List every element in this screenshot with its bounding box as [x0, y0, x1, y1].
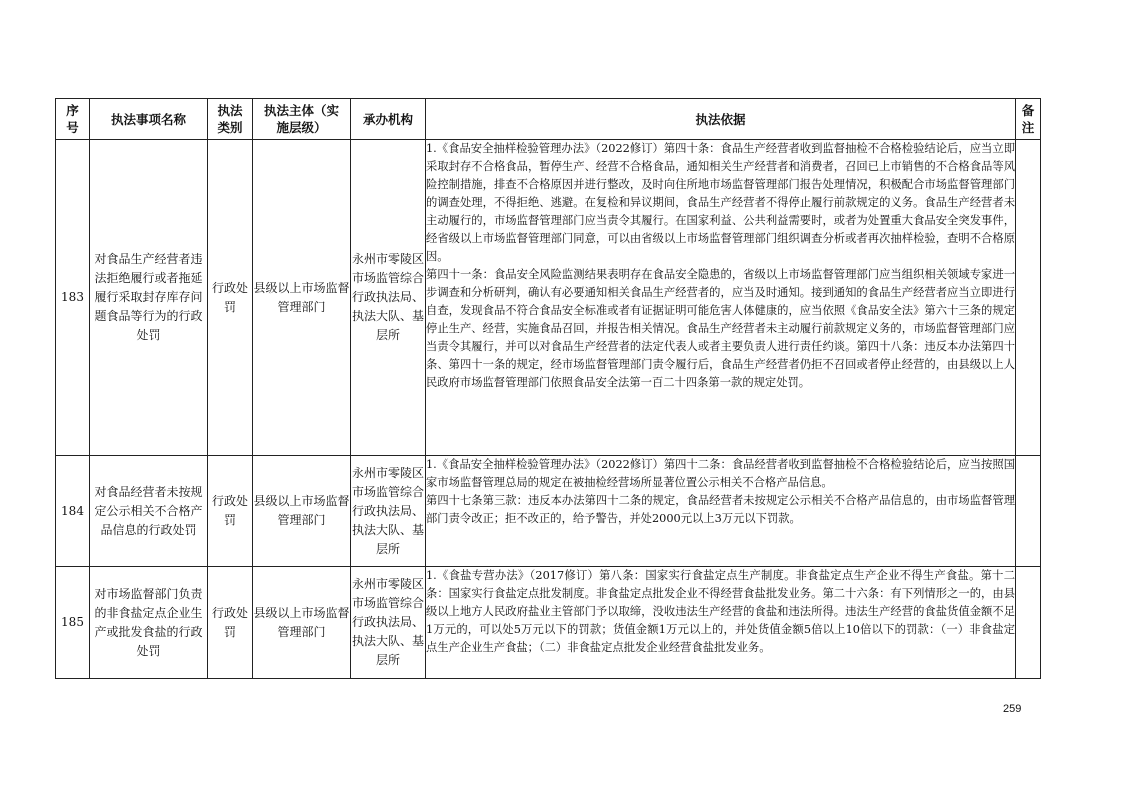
row-seq: 184 [56, 456, 90, 567]
header-remarks: 备注 [1016, 99, 1041, 140]
row-remarks [1016, 567, 1041, 679]
page-number: 259 [1003, 703, 1022, 715]
row-item-name: 对食品生产经营者违法拒绝履行或者拖延履行采取封存库存问题食品等行为的行政处罚 [90, 140, 208, 456]
header-seq: 序号 [56, 99, 90, 140]
row-basis [426, 140, 1016, 456]
row-agency: 永州市零陵区市场监管综合行政执法局、执法大队、基层所 [351, 567, 426, 679]
row-category: 行政处罚 [208, 567, 253, 679]
basis-paragraph: 1.《食品安全抽样检验管理办法》（2022修订）第四十二条：食品经营者收到监督抽检不合格检验结论后，应当按照国家市场监督管理总局的规定在被抽检经营场所显著位置公示相关不合格产品信息。 [426, 458, 1015, 489]
basis-paragraph: 1.《食品安全抽样检验管理办法》（2022修订）第四十条：食品生产经营者收到监督抽检不合格检验结论后，应当立即采取封存不合格食品，暂停生产、经营不合格食品，通知相关生产经营者和消费者，召回已上市销售的不合格食品等风险控制措施，排查不合格原因并进行整改，及时向住所地市场监督管理部门报告处理情况，积极配合市场监督管理部门的调查处理，不得拒绝、逃避。在复检和异议期间，食品生产经营者不得停止履行前款规定的义务。食品生产经营者未主动履行的，市场监督管理部门应当责令其履行。在国家利益、公共利益需要时，或者为处置重大食品安全突发事件，经省级以上市场监督管理部门同意，可以由省级以上市场监督管理部门组织调查分析或者再次抽样检验，查明不合格原因。 [426, 142, 1015, 263]
row-agency: 永州市零陵区市场监管综合行政执法局、执法大队、基层所 [351, 456, 426, 567]
row-item-name: 对市场监督部门负责的非食盐定点企业生产或批发食盐的行政处罚 [90, 567, 208, 679]
row-remarks [1016, 140, 1041, 456]
header-subject: 执法主体（实施层级） [253, 99, 351, 140]
row-subject: 县级以上市场监督管理部门 [253, 567, 351, 679]
header-category: 执法类别 [208, 99, 253, 140]
header-item-name: 执法事项名称 [90, 99, 208, 140]
basis-paragraph: 第四十七条第三款：违反本办法第四十二条的规定，食品经营者未按规定公示相关不合格产品信息的，由市场监督管理部门责令改正；拒不改正的，给予警告，并处2000元以上3万元以下罚款。 [426, 494, 1015, 525]
row-category: 行政处罚 [208, 456, 253, 567]
header-row [56, 99, 1041, 140]
row-subject: 县级以上市场监督管理部门 [253, 140, 351, 456]
row-seq: 183 [56, 140, 90, 456]
enforcement-table [55, 98, 1041, 679]
table-row [56, 567, 1041, 679]
row-basis [426, 567, 1016, 679]
header-agency: 承办机构 [351, 99, 426, 140]
basis-paragraph: 第四十一条：食品安全风险监测结果表明存在食品安全隐患的，省级以上市场监督管理部门应当组织相关领域专家进一步调查和分析研判，确认有必要通知相关食品生产经营者的，应当及时通知。接到通知的食品生产经营者应当立即进行自查，发现食品不符合食品安全标准或者有证据证明可能危害人体健康的，应当依照《食品安全法》第六十三条的规定停止生产、经营，实施食品召回，并报告相关情况。食品生产经营者未主动履行前款规定义务的，市场监督管理部门应当责令其履行，并可以对食品生产经营者的法定代表人或者主要负责人进行责任约谈。第四十八条：违反本办法第四十条、第四十一条的规定，经市场监督管理部门责令履行后，食品生产经营者仍拒不召回或者停止经营的，由县级以上人民政府市场监督管理部门依照食品安全法第一百二十四条第一款的规定处罚。 [426, 268, 1015, 389]
row-basis [426, 456, 1016, 567]
row-item-name: 对食品经营者未按规定公示相关不合格产品信息的行政处罚 [90, 456, 208, 567]
table-row [56, 456, 1041, 567]
header-basis: 执法依据 [426, 99, 1016, 140]
row-agency: 永州市零陵区市场监管综合行政执法局、执法大队、基层所 [351, 140, 426, 456]
row-seq: 185 [56, 567, 90, 679]
table-row [56, 140, 1041, 456]
row-subject: 县级以上市场监督管理部门 [253, 456, 351, 567]
row-remarks [1016, 456, 1041, 567]
row-category: 行政处罚 [208, 140, 253, 456]
basis-paragraph: 1.《食盐专营办法》（2017修订）第八条：国家实行食盐定点生产制度。非食盐定点生产企业不得生产食盐。第十二条：国家实行食盐定点批发制度。非食盐定点批发企业不得经营食盐批发业务。第二十六条：有下列情形之一的，由县级以上地方人民政府盐业主管部门予以取缔，没收违法生产经营的食盐和违法所得。违法生产经营的食盐货值金额不足1万元的，可以处5万元以下的罚款；货值金额1万元以上的，并处货值金额5倍以上10倍以下的罚款：（一）非食盐定点生产企业生产食盐；（二）非食盐定点批发企业经营食盐批发业务。 [426, 569, 1015, 654]
